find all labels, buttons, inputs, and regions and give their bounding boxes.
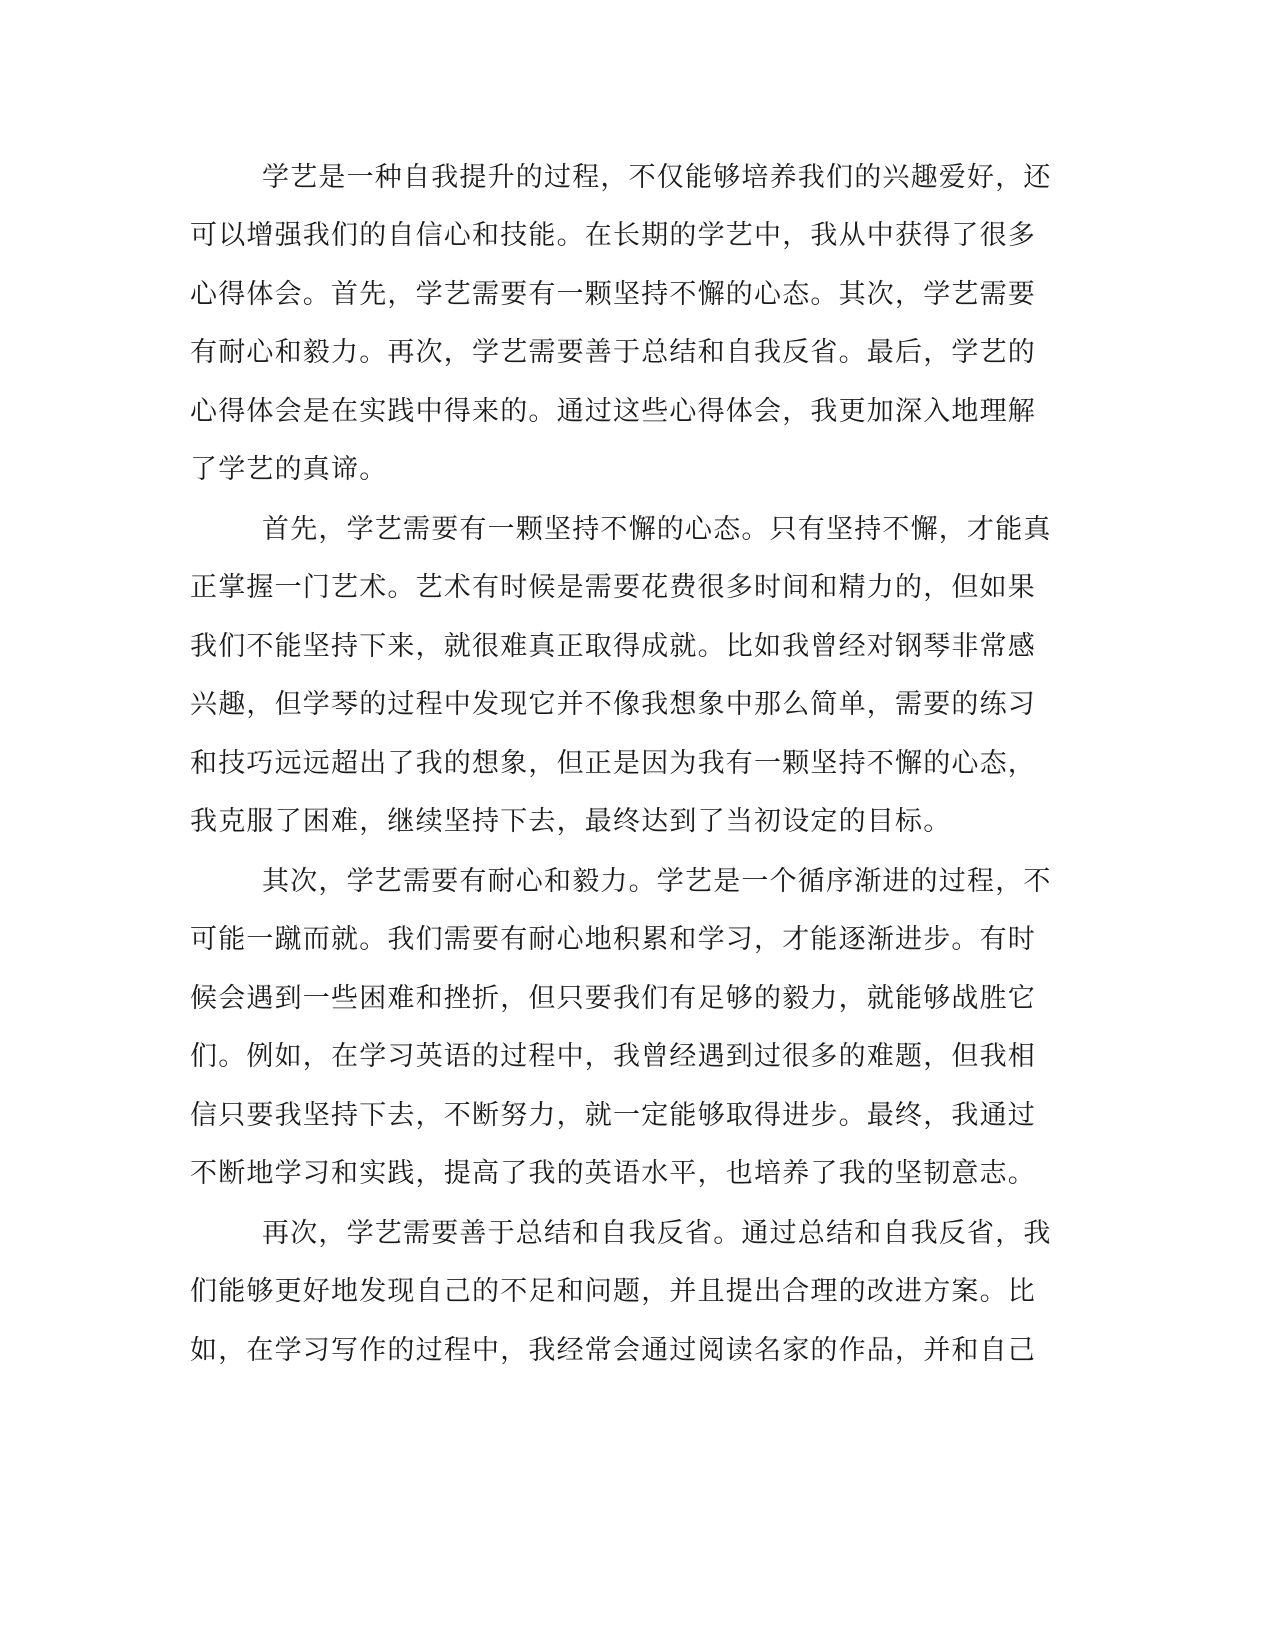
- paragraph-2-line-1: 首先，学艺需要有一颗坚持不懈的心态。只有坚持不懈，才能真: [262, 514, 1052, 545]
- paragraph-1-line-1: 学艺是一种自我提升的过程，不仅能够培养我们的兴趣爱好，还: [262, 162, 1052, 193]
- paragraph-4-line-2: 们能够更好地发现自己的不足和问题，并且提出合理的改进方案。比: [190, 1276, 1036, 1307]
- paragraph-2-line-5: 和技巧远远超出了我的想象，但正是因为我有一颗坚持不懈的心态，: [190, 748, 1036, 779]
- paragraph-2-line-6: 我克服了困难，继续坚持下去，最终达到了当初设定的目标。: [190, 806, 952, 837]
- paragraph-2-line-2: 正掌握一门艺术。艺术有时候是需要花费很多时间和精力的，但如果: [190, 572, 1036, 603]
- paragraph-1-line-6: 了学艺的真谛。: [190, 454, 388, 485]
- paragraph-3-line-6: 不断地学习和实践，提高了我的英语水平，也培养了我的坚韧意志。: [190, 1158, 1036, 1189]
- paragraph-1-line-3: 心得体会。首先，学艺需要有一颗坚持不懈的心态。其次，学艺需要: [190, 279, 1036, 310]
- paragraph-1-line-5: 心得体会是在实践中得来的。通过这些心得体会，我更加深入地理解: [190, 396, 1036, 427]
- paragraph-3-line-3: 候会遇到一些困难和挫折，但只要我们有足够的毅力，就能够战胜它: [190, 983, 1036, 1014]
- paragraph-3-line-1: 其次，学艺需要有耐心和毅力。学艺是一个循序渐进的过程，不: [262, 866, 1052, 897]
- paragraph-3-line-2: 可能一蹴而就。我们需要有耐心地积累和学习，才能逐渐进步。有时: [190, 924, 1036, 955]
- paragraph-2-line-3: 我们不能坚持下来，就很难真正取得成就。比如我曾经对钢琴非常感: [190, 631, 1036, 662]
- paragraph-3-line-5: 信只要我坚持下去，不断努力，就一定能够取得进步。最终，我通过: [190, 1100, 1036, 1131]
- paragraph-4-line-3: 如，在学习写作的过程中，我经常会通过阅读名家的作品，并和自己: [190, 1335, 1036, 1366]
- paragraph-2-line-4: 兴趣，但学琴的过程中发现它并不像我想象中那么简单，需要的练习: [190, 689, 1036, 720]
- paragraph-1-line-4: 有耐心和毅力。再次，学艺需要善于总结和自我反省。最后，学艺的: [190, 337, 1036, 368]
- paragraph-1-line-2: 可以增强我们的自信心和技能。在长期的学艺中，我从中获得了很多: [190, 220, 1036, 251]
- paragraph-4-line-1: 再次，学艺需要善于总结和自我反省。通过总结和自我反省，我: [262, 1218, 1052, 1249]
- paragraph-3-line-4: 们。例如，在学习英语的过程中，我曾经遇到过很多的难题，但我相: [190, 1041, 1036, 1072]
